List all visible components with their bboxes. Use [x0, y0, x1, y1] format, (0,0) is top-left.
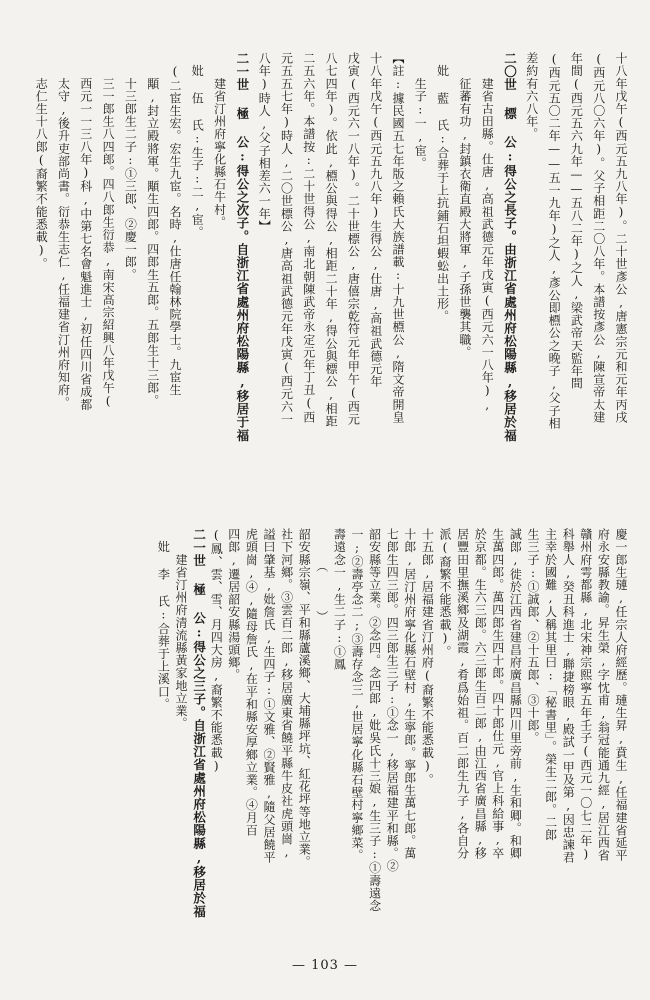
top-column: 年間(西元五六九年——五八二年)之人,梁武帝天監年間: [569, 52, 584, 390]
bottom-column: 派(裔繁不能悉載)。: [438, 528, 452, 658]
top-column: 建省古田縣。仕唐,高祖武德元年戊寅(西元六一八年),: [480, 52, 495, 413]
top-column: 八年)時人,父子相差六一年】: [257, 52, 272, 233]
top-column: 妣 伍 氏:生子:二,宦。: [190, 52, 205, 239]
bottom-column: 韶安縣等立業。②念四。念四郎,妣吳氏十三娘,生三子:①壽遠念: [367, 528, 382, 912]
top-column: 二五六年。本譜按:二十世得公,南北朝陳武帝永定元年丁丑(西: [301, 52, 316, 424]
top-column: 十三郎生二子:①三郎、②慶一郎。: [123, 52, 138, 281]
bottom-column: 科舉人,癸丑科進士,聯捷榜眼,殿試一甲及第,因忠諫君: [561, 528, 576, 864]
bottom-column: 妣 李 氏:合葬于上溪口。: [156, 528, 171, 711]
top-column: 戊寅(西元六一八年)。二十世標公,唐僖宗乾符元年甲午(西元: [346, 52, 361, 426]
bottom-column: (鳳、雲、雪、月四大房,裔繁不能悉載): [209, 528, 224, 774]
bottom-column: 生三子:①誠郎、②十五郎、③十郎。: [526, 528, 540, 745]
bottom-column: 謚曰肇基,妣詹氏,生四子:①文雅、②賢雅,隨父居饒平: [262, 528, 276, 864]
top-column: 【註:據民國五七年版之賴氏大族譜載:十九世槱公,隋文帝開皇: [391, 52, 405, 424]
bottom-column: 贛州府雩都縣,北宋神宗熙寧五年壬子(西元一〇七二年): [578, 528, 593, 862]
top-column: 二〇世 標 公:得公之長子。由浙江省處州府松陽縣,移居於福: [502, 52, 518, 442]
top-column: 征蕃有功,封鎮衣衛直殿大將軍,子孫世襲其職。: [457, 52, 472, 359]
top-column: (西元五〇二年——五一九年)之人,彥公即槱公之晚子,父子相: [547, 52, 562, 430]
top-column: 十八年戊午(西元五九八年)。二十世彥公,唐憲宗元和元年丙戌: [614, 52, 628, 424]
top-column: 三一郎生八四郎。四八郎生衍恭,南宋高宗紹興八年戊午(: [101, 52, 116, 409]
bottom-column: 韶安縣宗嶺、平和縣蘆溪鄉、大埔縣坪坑、紅花坪等地立業。: [297, 528, 312, 869]
bottom-column: 十郎,居汀州府寧化縣石壁村,生寧郎。寧郎生萬七郎。萬: [402, 528, 417, 860]
top-column: 八七四年)。依此,槱公與得公,相距二十年,得公與標公,相距: [324, 52, 339, 428]
bottom-column: 生萬四郎。萬四郎生四十郎。四十郎仕元,官上科給事,卒: [490, 528, 505, 860]
bottom-column: 府永安縣教諭。昇生榮,字忱甫,翁冠能通九經,居江西省: [596, 528, 611, 862]
top-column: 生子:一,宦。: [413, 52, 428, 170]
top-column: 太守,後升吏部尚書。衍恭生志仁,任福建省汀州府知府。: [56, 52, 71, 409]
top-column: 元五五七年)時人,二〇世標公,唐高祖武德元年戊寅(西元六一: [279, 52, 294, 426]
top-column: 顒,封立殿將軍。顒生四郎。四郎生五郎。五郎生十三郎。: [145, 52, 160, 407]
page-number: — 103 —: [291, 958, 359, 973]
bottom-column: 主幸於國難,人稱其里曰:「秘書里」。榮生二郎。二郎: [543, 528, 558, 841]
top-column: 差約有六八年。: [524, 52, 539, 141]
bottom-column: 七郎生四三郎。四三郎生三子:①念一,移居福建平和縣。②: [385, 528, 400, 873]
bottom-column: 於京都。生六三郎。六三郎生百二郎,由江西省廣昌縣,移: [473, 528, 488, 860]
bottom-column: 壽遠念一,生二子:①鳳: [332, 528, 347, 671]
bottom-column: 社下河鄉。③雲百二郎,移居廣東省饒平縣牛皮社虎頭崗,: [279, 528, 294, 860]
bottom-column: 一;②壽亭念二;③壽存念三,世居寧化縣石壁村寧鄉菜。: [350, 528, 364, 862]
top-column: 志仁生十八郎(裔繁不能悉載)。: [34, 52, 49, 271]
top-column: 妣 藍 氏:合葬于上抗鋪石坦蝦蚣出土形。: [435, 52, 450, 323]
bottom-column: 慶一郎生璉,任宗人府經歷。璉生昇,賁生,任福建省延平: [614, 528, 628, 862]
top-column: 西元一一三八年)科,中第七名會魁進士,初任四川省成都: [78, 52, 93, 411]
bottom-column: 建省汀州府清流縣黃家地立業。: [174, 528, 188, 730]
top-column: (西元八〇六年)。父子相距二〇八年。本譜按彥公,陳宣帝太建: [591, 52, 606, 424]
bottom-column: （ ）: [314, 528, 329, 623]
top-column: 二一世 極 公:得公之次子。自浙江省處州府松陽縣,移居于福: [234, 52, 250, 442]
bottom-column: 誠郎,徙於江西省建昌府廣昌縣四川里旁前,生和卿。和卿: [508, 528, 523, 860]
top-column: 建省汀州府寧化縣石牛村。: [212, 52, 227, 229]
bottom-column: 四郎,遷居韶安縣湯頭鄉。: [226, 528, 241, 682]
bottom-column: 虎頭崗,④,隨母詹氏,在平和縣安厚鄉立業。④月百: [244, 528, 259, 837]
bottom-column: 十五郎,居福建省汀州府(裔繁不能悉載)。: [420, 528, 435, 786]
top-column: 十八年戊午(西元五九八年)生得公,仕唐,高祖武德元年: [368, 52, 383, 388]
bottom-column: 居豐田里撫溪鄉及湖霞,肴爲始祖。百二郎生九子,各自分: [455, 528, 470, 860]
bottom-column: 二一世 極 公:得公之三子。自浙江省處州府松陽縣,移居於福: [191, 528, 207, 918]
top-column: (二宦生宏。宏生九宦。名時,仕唐任翰林院學士。九宦生: [168, 52, 182, 397]
